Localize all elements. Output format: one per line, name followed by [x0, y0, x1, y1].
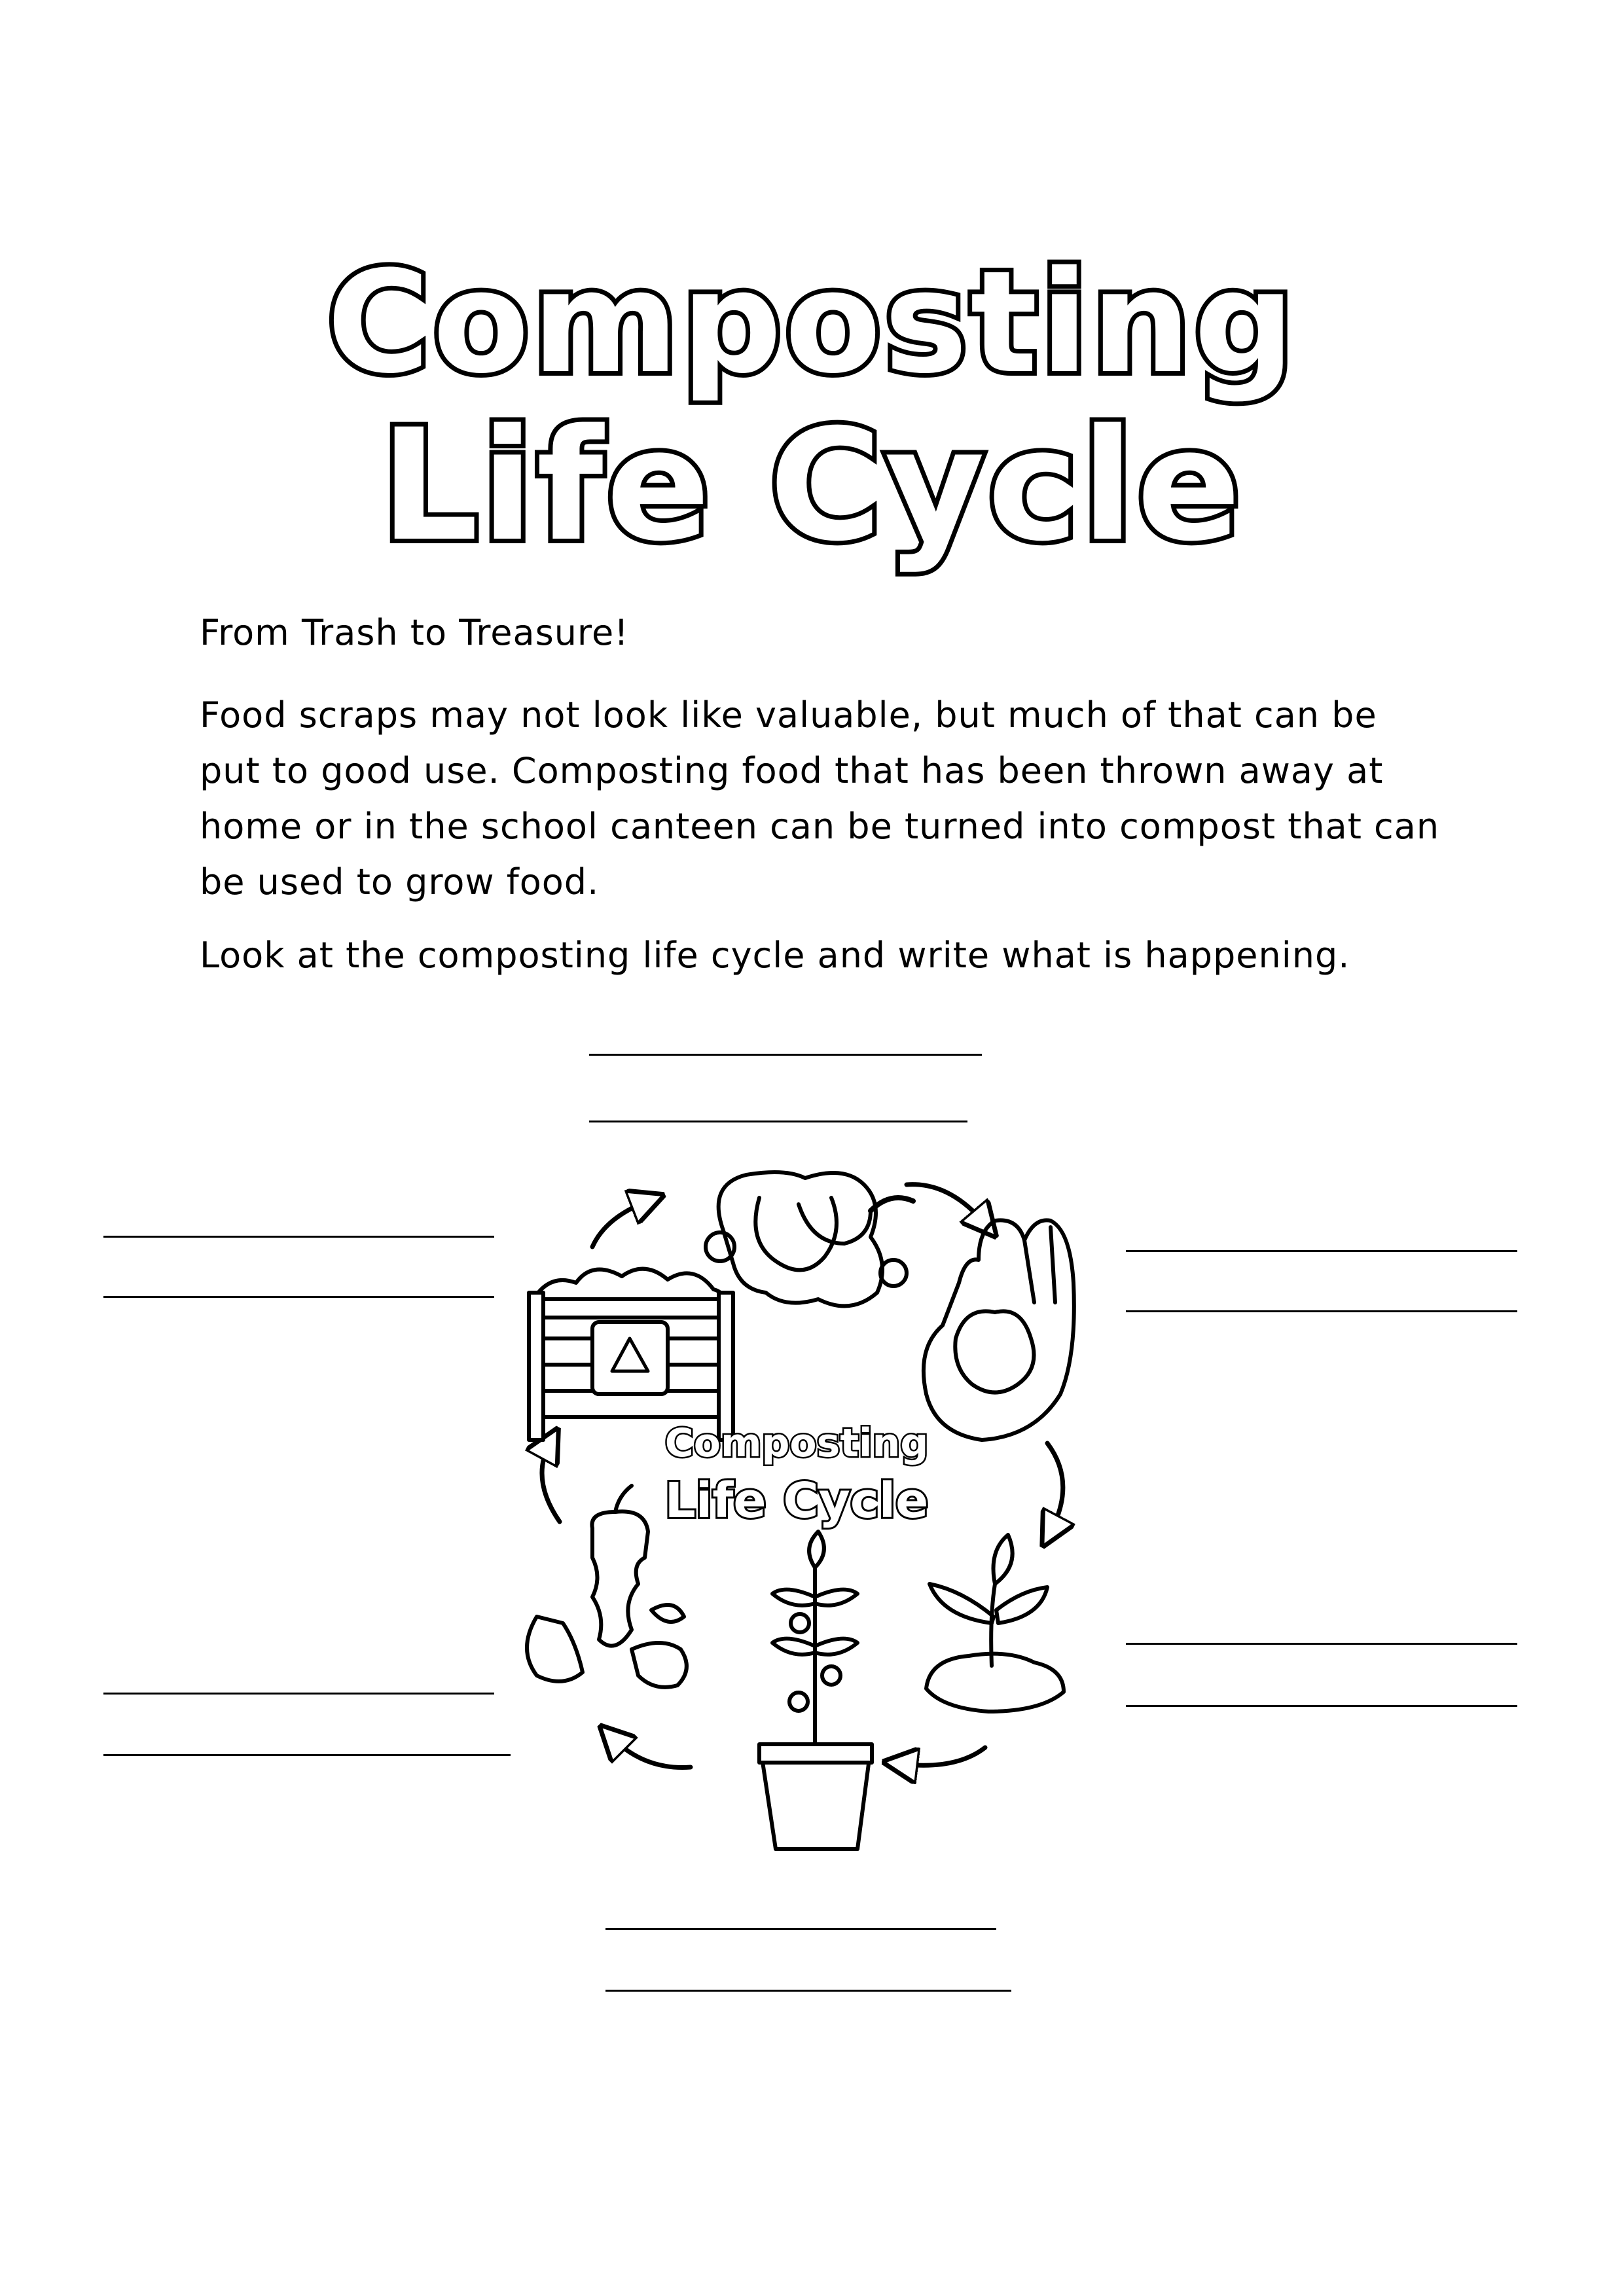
instruction: Look at the composting life cycle and write what is happening.: [200, 935, 1350, 976]
food-scraps-icon: [527, 1486, 687, 1687]
title-line-1: Composting: [327, 240, 1297, 404]
title-line-2: Life Cycle: [380, 397, 1244, 575]
arrow-pot-to-scraps-icon: [612, 1738, 691, 1767]
hand-with-compost-icon: [924, 1220, 1074, 1440]
arrow-worms-to-hand-icon: [907, 1185, 985, 1224]
arrow-seedling-to-pot-icon: [900, 1748, 985, 1765]
worms-icon: [706, 1172, 913, 1306]
diagram-title-line-2: Life Cycle: [664, 1473, 929, 1529]
potted-plant-icon: [759, 1532, 872, 1849]
compost-bin-icon: [529, 1269, 733, 1440]
diagram-title-line-1: Composting: [664, 1420, 929, 1466]
arrow-scraps-to-bin-icon: [542, 1443, 560, 1522]
arrow-bin-to-worms-icon: [592, 1201, 648, 1247]
intro-paragraph: Food scraps may not look like valuable, but much of that can be put to good use. Composting food that has been thrown away at home or in the school canteen can be turned into compost that can be used to grow food.: [200, 694, 1440, 903]
subtitle: From Trash to Treasure!: [200, 612, 629, 653]
arrow-hand-to-seedling-icon: [1047, 1443, 1063, 1532]
seedling-icon: [926, 1535, 1064, 1712]
